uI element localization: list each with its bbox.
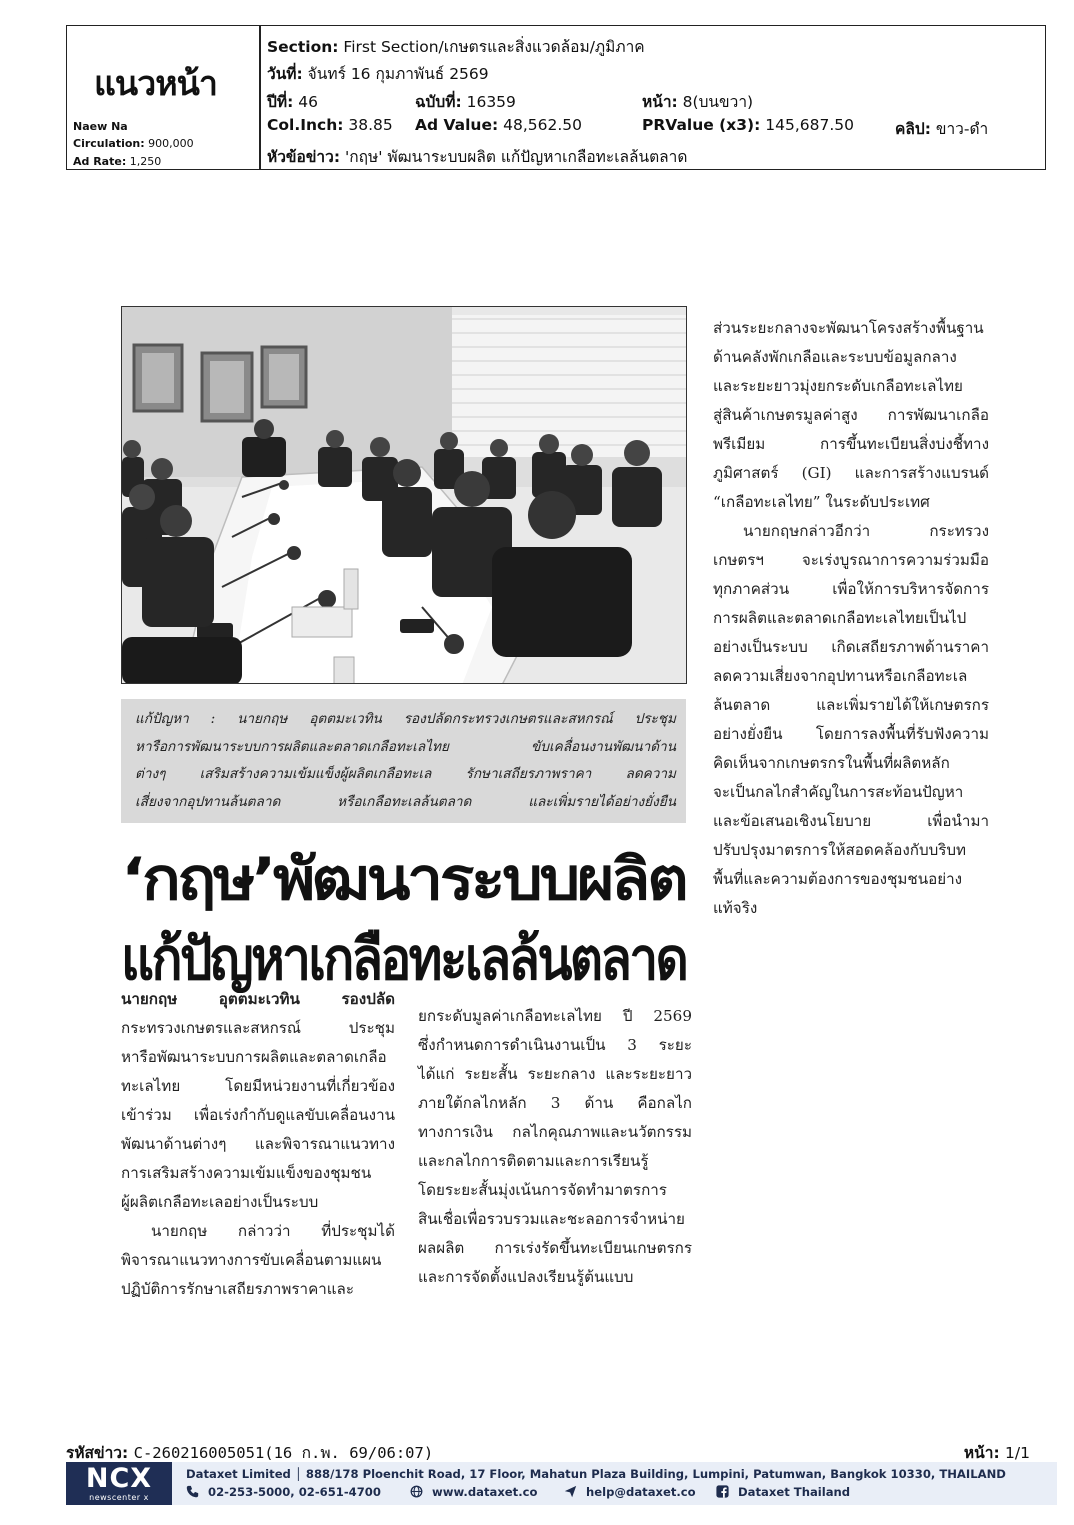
body-line: ปรับปรุงมาตรการให้สอดคล้องกับบริบท — [713, 841, 967, 859]
body-line: ผู้ผลิตเกลือทะเลอย่างเป็นระบบ — [121, 1193, 319, 1211]
body-line: ล้นตลาด และเพิ่มรายได้ให้เกษตรกร — [713, 696, 989, 714]
body-line: พัฒนาด้านต่างๆ และพิจารณาแนวทาง — [121, 1135, 395, 1153]
meta-issue: ฉบับที่: 16359 — [415, 93, 516, 111]
globe-icon — [410, 1485, 423, 1498]
meta-clip: คลิป: ขาว-ดำ — [895, 120, 989, 138]
body-line: การผลิตและตลาดเกลือทะเลไทยเป็นไป — [713, 609, 967, 627]
body-line: สู่สินค้าเกษตรมูลค่าสูง การพัฒนาเกลือ — [713, 406, 989, 424]
article-column-3 — [713, 314, 989, 923]
photo-caption — [121, 699, 686, 823]
ad-rate: Ad Rate: 1,250 — [73, 155, 162, 168]
body-line: โดยระยะสั้นมุ่งเน้นการจัดทำมาตรการ — [418, 1181, 667, 1199]
footer-website[interactable]: www.dataxet.co — [410, 1485, 537, 1499]
body-line: และกลไกการติดตามและการเรียนรู้ — [418, 1152, 649, 1170]
newspaper-logo: แนวหน้า — [94, 64, 217, 104]
body-line: ได้แก่ ระยะสั้น ระยะกลาง และระยะยาว — [418, 1065, 692, 1083]
body-line: เข้าร่วม เพื่อเร่งกำกับดูแลขับเคลื่อนงาน — [121, 1106, 395, 1124]
body-line: พื้นที่และความต้องการของชุมชนอย่าง — [713, 870, 963, 888]
body-line: พิจารณาแนวทางการขับเคลื่อนตามแผน — [121, 1251, 382, 1269]
body-line: ยกระดับมูลค่าเกลือทะเลไทย ปี 2569 — [418, 1007, 692, 1025]
footer-email[interactable]: help@dataxet.co — [564, 1485, 696, 1499]
headline-line-1: ‘กฤษ’พัฒนาระบบผลิต — [121, 845, 686, 913]
body-line: นายกฤษ กล่าวว่า ที่ประชุมได้ — [151, 1222, 395, 1240]
caption-line: ต่างๆ เสริมสร้างความเข้มแข็งผู้ผลิตเกลือทะเล รักษาเสถียรภาพราคา ลดความ — [135, 766, 676, 782]
body-line: ทุกภาคส่วน เพื่อให้การบริหารจัดการ — [713, 580, 989, 598]
ncx-logo: NCX newscenter x — [66, 1462, 172, 1505]
body-line: นายกฤษกล่าวอีกว่า กระทรวง — [743, 522, 989, 540]
body-line: ส่วนระยะกลางจะพัฒนาโครงสร้างพื้นฐาน — [713, 319, 984, 337]
body-line: ลดความเสี่ยงจากอุปทานหรือเกลือทะเล — [713, 667, 968, 685]
body-line: จะเป็นกลไกสำคัญในการสะท้อนปัญหา — [713, 783, 964, 801]
body-line: ปฏิบัติการรักษาเสถียรภาพราคาและ — [121, 1280, 355, 1298]
body-line: ผลผลิต การเร่งรัดขึ้นทะเบียนเกษตรกร — [418, 1239, 692, 1257]
body-line: สินเชื่อเพื่อรวบรวมและชะลอการจำหน่าย — [418, 1210, 685, 1228]
body-line: และระยะยาวมุ่งยกระดับเกลือทะเลไทย — [713, 377, 963, 395]
caption-line: แก้ปัญหา : นายกฤษ อุตตมะเวทิน รองปลัดกระทรวงเกษตรและสหกรณ์ ประชุม — [135, 711, 676, 727]
caption-line: เสี่ยงจากอุปทานล้นตลาด หรือเกลือทะเลล้นตลาด และเพิ่มรายได้อย่างยั่งยืน — [135, 793, 676, 810]
body-line: และการจัดตั้งแปลงเรียนรู้ต้นแบบ — [418, 1268, 634, 1286]
meta-advalue: Ad Value: 48,562.50 — [415, 116, 582, 134]
headline-line-2: แก้ปัญหาเกลือทะเลล้นตลาด — [121, 925, 687, 993]
page-number: หน้า: 1/1 — [963, 1444, 1030, 1462]
circulation: Circulation: 900,000 — [73, 137, 194, 150]
body-line: หารือพัฒนาระบบการผลิตและตลาดเกลือ — [121, 1048, 387, 1066]
body-line: และข้อเสนอเชิงนโยบาย เพื่อนำมา — [713, 812, 989, 830]
news-code: รหัสข่าว: C-260216005051(16 ก.พ. 69/06:07) — [66, 1444, 434, 1462]
meta-prvalue: PRValue (x3): 145,687.50 — [642, 116, 855, 134]
body-line: แท้จริง — [713, 899, 758, 917]
meta-page: หน้า: 8(บนขวา) — [642, 93, 754, 111]
body-line: ภายใต้กลไกหลัก 3 ด้าน คือกลไก — [418, 1094, 692, 1112]
body-line: เกษตรฯ จะเร่งบูรณาการความร่วมมือ — [713, 551, 989, 569]
article-column-1 — [121, 985, 395, 1304]
body-line: ทางการเงิน กลไกคุณภาพและนวัตกรรม — [418, 1123, 692, 1141]
meta-year: ปีที่: 46 — [267, 93, 318, 111]
body-line: การเสริมสร้างความเข้มแข็งของชุมชน — [121, 1164, 372, 1182]
article-column-2 — [418, 1002, 692, 1292]
caption-line: หารือการพัฒนาระบบการผลิตและตลาดเกลือทะเลไทย ขับเคลื่อนงานพัฒนาด้าน — [135, 738, 676, 755]
body-line: ซึ่งกำหนดการดำเนินงานเป็น 3 ระยะ — [418, 1036, 692, 1054]
meta-headline: หัวข้อข่าว: 'กฤษ' พัฒนาระบบผลิต แก้ปัญหาเกลือทะเลล้นตลาด — [267, 148, 688, 166]
body-line: อย่างยั่งยืน โดยการลงพื้นที่รับฟังความ — [713, 725, 989, 743]
body-line: ด้านคลังพักเกลือและระบบข้อมูลกลาง — [713, 348, 957, 366]
company-address: Dataxet Limited │ 888/178 Ploenchit Road, 17 Floor, Mahatun Plaza Building, Lumpini, Patumwan, Bangkok 10330, THAILAND — [186, 1467, 1006, 1481]
footer-phone[interactable]: 02-253-5000, 02-651-4700 — [186, 1485, 381, 1499]
phone-icon — [186, 1485, 199, 1498]
facebook-icon — [716, 1485, 729, 1498]
body-line: “เกลือทะเลไทย” ในระดับประเทศ — [713, 493, 930, 511]
footer-facebook[interactable]: Dataxet Thailand — [716, 1485, 850, 1499]
body-line: ภูมิศาสตร์ (GI) และการสร้างแบรนด์ — [713, 464, 989, 482]
body-line: พรีเมียม การขึ้นทะเบียนสิ่งบ่งชี้ทาง — [713, 435, 989, 453]
body-line: นายกฤษ อุตตมะเวทิน รองปลัด — [121, 990, 395, 1008]
body-line: กระทรวงเกษตรและสหกรณ์ ประชุม — [121, 1019, 395, 1037]
meeting-photo — [121, 306, 687, 684]
body-line: อย่างเป็นระบบ เกิดเสถียรภาพด้านราคา — [713, 638, 989, 656]
meta-section: Section: First Section/เกษตรและสิ่งแวดล้อม/ภูมิภาค — [267, 38, 645, 56]
send-icon — [564, 1485, 577, 1498]
meta-date: วันที่: จันทร์ 16 กุมภาพันธ์ 2569 — [267, 65, 489, 83]
publication-name: Naew Na — [73, 120, 128, 133]
body-line: คิดเห็นจากเกษตรกรในพื้นที่ผลิตหลัก — [713, 754, 950, 772]
header-divider — [259, 25, 261, 170]
meta-colinch: Col.Inch: 38.85 — [267, 116, 393, 134]
body-line: ทะเลไทย โดยมีหน่วยงานที่เกี่ยวข้อง — [121, 1077, 395, 1095]
